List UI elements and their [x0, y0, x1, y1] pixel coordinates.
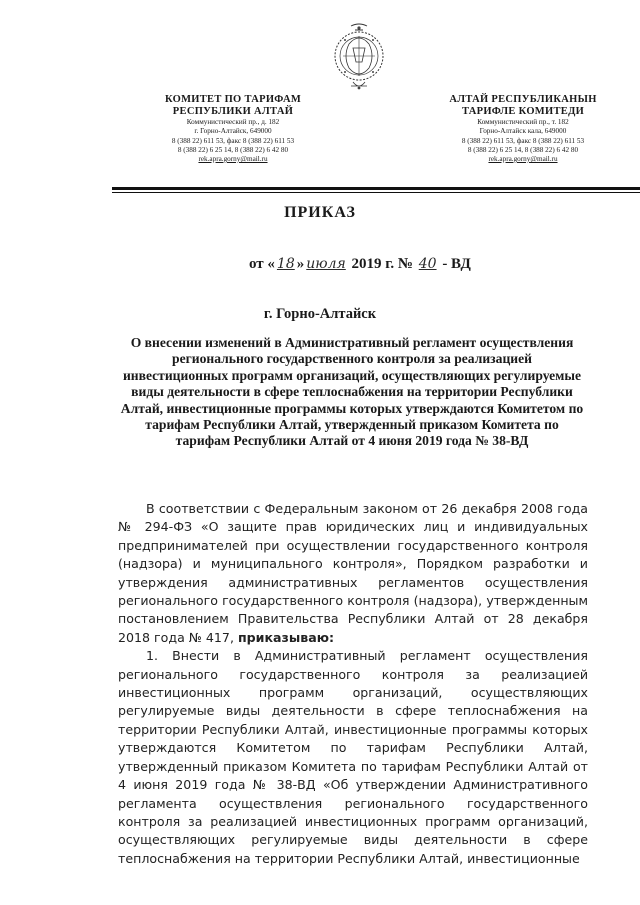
date-day-handwritten: 18	[276, 256, 295, 272]
header-left-city: г. Горно-Алтайск, 649000	[194, 127, 272, 136]
header-divider-thick	[112, 187, 640, 190]
order-date-line	[249, 256, 471, 273]
date-prefix: от «	[249, 256, 275, 272]
paragraph-preamble	[118, 500, 588, 647]
document-subject: О внесении изменений в Административный регламент осуществления регионального государственного контроля за реализацией инвестиционных программ организаций, осуществляющих регулируемые виды деятельности в сфере теплоснабжения на территории Республики Алтай, инвестиционные программы которых утверждаются Комитетом по тарифам Республики Алтай, утвержденный приказом Комитета по тарифам Республики Алтай от 4 июня 2019 года № 38-ВД	[120, 335, 584, 449]
header-left-address: Коммунистический пр., д. 182	[186, 118, 280, 127]
coat-of-arms-emblem	[331, 22, 387, 94]
header-left-phone-1: 8 (388 22) 611 53, факс 8 (388 22) 611 53	[171, 136, 295, 145]
header-right-phone-2: 8 (388 22) 6 25 14, 8 (388 22) 6 42 80	[467, 145, 579, 154]
header-right-city: Горно-Алтайск кала, 649000	[479, 127, 567, 136]
header-right	[408, 94, 638, 164]
header-right-phone-1: 8 (388 22) 611 53, факс 8 (388 22) 611 53	[461, 136, 585, 145]
order-number-handwritten: 40	[418, 256, 437, 272]
document-city: г. Горно-Алтайск	[263, 306, 377, 322]
paragraph-item-1: 1. Внести в Административный регламент осуществления регионального государственного контроля за реализацией инвестиционных программ организаций, осуществляющих регулируемые виды деятельности в сфере теплоснабжения на территории Республики Алтай, инвестиционные программы которых утверждаются Комитетом по тарифам Республики Алтай, утвержденный приказом Комитета по тарифам Республики Алтай от 4 июня 2019 года № 38-ВД «Об утверждении Административного регламента осуществления регионального государственного контроля за реализацией инвестиционных программ организаций, осуществляющих регулируемые виды деятельности в сфере теплоснабжения на территории Республики Алтай, инвестиционные	[118, 648, 588, 866]
header-left-phone-2: 8 (388 22) 6 25 14, 8 (388 22) 6 42 80	[177, 145, 289, 154]
preamble-text: В соответствии с Федеральным законом от 26 декабря 2008 года № 294-ФЗ «О защите прав юридических лиц и индивидуальных предпринимателей при осуществлении государственного контроля (надзора) и муниципального контроля», Порядком разработки и утверждения административных регламентов осуществления регионального государственного контроля (надзора), утвержденным постановлением Правительства Республики Алтай от 28 декабря 2018 года № 417,	[118, 501, 588, 645]
header-divider-thin	[112, 192, 640, 193]
document-title: ПРИКАЗ	[284, 204, 356, 221]
order-number-suffix: - ВД	[438, 256, 471, 272]
header-right-email: rek.apra.gorny@mail.ru	[488, 155, 558, 163]
header-left	[118, 94, 348, 164]
date-month-handwritten: июля	[306, 256, 346, 272]
header-right-title-1: АЛТАЙ РЕСПУБЛИКАНЫН	[449, 94, 597, 105]
header-right-address: Коммунистический пр., т. 182	[477, 118, 569, 127]
header-left-email: rek.apra.gorny@mail.ru	[198, 155, 268, 163]
order-directive: приказываю:	[237, 629, 334, 645]
header-left-title-1: КОМИТЕТ ПО ТАРИФАМ	[164, 94, 302, 105]
date-mid: »	[296, 256, 305, 272]
header-right-title-2: ТАРИФЛЕ КОМИТЕДИ	[461, 106, 585, 118]
header-left-title-2: РЕСПУБЛИКИ АЛТАЙ	[172, 106, 294, 118]
document-body	[118, 500, 588, 868]
date-year: 2019 г. №	[347, 256, 417, 272]
